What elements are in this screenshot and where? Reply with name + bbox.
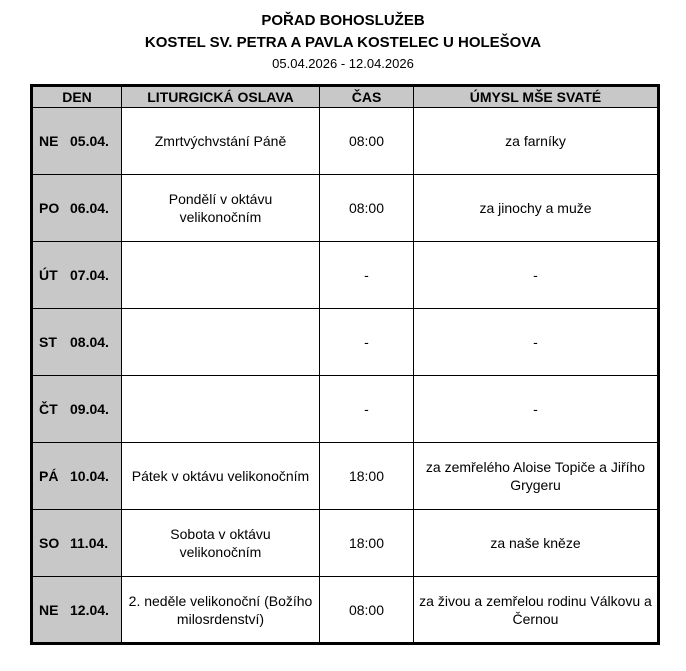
table-row-thursday-0904: [32, 376, 659, 443]
day-cell: [32, 577, 122, 644]
day-date: 12.04.: [70, 601, 109, 618]
table-row-monday-0604: [32, 175, 659, 242]
day-date: 10.04.: [70, 468, 109, 484]
col-header-mass-intention: ÚMYSL MŠE SVATÉ: [414, 86, 659, 108]
celebration-cell: Pondělí v oktávu velikonočním: [122, 175, 320, 242]
day-abbreviation: NE: [39, 133, 59, 149]
day-date: 11.04.: [70, 535, 109, 551]
day-date: 09.04.: [70, 401, 109, 417]
celebration-cell: 2. neděle velikonoční (Božího milosrdenství): [122, 577, 320, 644]
day-abbreviation: ÚT: [39, 267, 58, 283]
col-header-time: ČAS: [320, 86, 414, 108]
table-row-sunday-0504: [32, 108, 659, 175]
intention-cell: za jinochy a muže: [414, 175, 659, 242]
day-abbreviation: ČT: [39, 401, 58, 417]
celebration-cell: Pátek v oktávu velikonočním: [122, 443, 320, 510]
time-cell: -: [320, 376, 414, 443]
day-cell: [32, 443, 122, 510]
col-header-liturgical-celebration: LITURGICKÁ OSLAVA: [122, 86, 320, 108]
day-cell: [32, 242, 122, 309]
intention-cell: za zemřelého Aloise Topiče a Jiřího Grygeru: [414, 443, 659, 510]
day-cell: [32, 376, 122, 443]
time-cell: -: [320, 242, 414, 309]
celebration-cell: [122, 242, 320, 309]
col-header-day: DEN: [32, 86, 122, 108]
page-subtitle: KOSTEL SV. PETRA A PAVLA KOSTELEC U HOLEŠOVA: [144, 34, 542, 51]
celebration-cell: Sobota v oktávu velikonočním: [122, 510, 320, 577]
time-cell: 08:00: [320, 175, 414, 242]
time-cell: -: [320, 309, 414, 376]
intention-cell: za naše kněze: [414, 510, 659, 577]
intention-cell: za živou a zemřelou rodinu Válkovu a Černou: [414, 577, 659, 644]
table-row-friday-1004: [32, 443, 659, 510]
date-range: 05.04.2026 - 12.04.2026: [272, 56, 414, 71]
day-abbreviation: NE: [39, 601, 59, 618]
day-date: 07.04.: [70, 267, 109, 283]
time-cell: 08:00: [320, 108, 414, 175]
page-title: POŘAD BOHOSLUŽEB: [261, 12, 425, 29]
intention-cell: -: [414, 242, 659, 309]
day-cell: [32, 510, 122, 577]
day-date: 05.04.: [70, 133, 109, 149]
time-cell: 18:00: [320, 510, 414, 577]
day-cell: [32, 175, 122, 242]
intention-cell: -: [414, 309, 659, 376]
day-date: 08.04.: [70, 334, 109, 350]
document-header: [0, 0, 686, 74]
day-abbreviation: PO: [39, 200, 60, 216]
table-row-tuesday-0704: [32, 242, 659, 309]
day-cell: [32, 309, 122, 376]
table-row-sunday-1204: [32, 577, 659, 644]
time-cell: 18:00: [320, 443, 414, 510]
intention-cell: -: [414, 376, 659, 443]
time-cell: 08:00: [320, 577, 414, 644]
table-header-row: [32, 86, 659, 108]
day-cell: [32, 108, 122, 175]
celebration-cell: [122, 376, 320, 443]
celebration-cell: [122, 309, 320, 376]
day-abbreviation: SO: [39, 535, 60, 551]
table-row-saturday-1104: [32, 510, 659, 577]
table-row-wednesday-0804: [32, 309, 659, 376]
intention-cell: za farníky: [414, 108, 659, 175]
schedule-table: [30, 84, 660, 645]
day-date: 06.04.: [70, 200, 109, 216]
celebration-cell: Zmrtvýchvstání Páně: [122, 108, 320, 175]
day-abbreviation: ST: [39, 334, 57, 350]
day-abbreviation: PÁ: [39, 468, 59, 484]
